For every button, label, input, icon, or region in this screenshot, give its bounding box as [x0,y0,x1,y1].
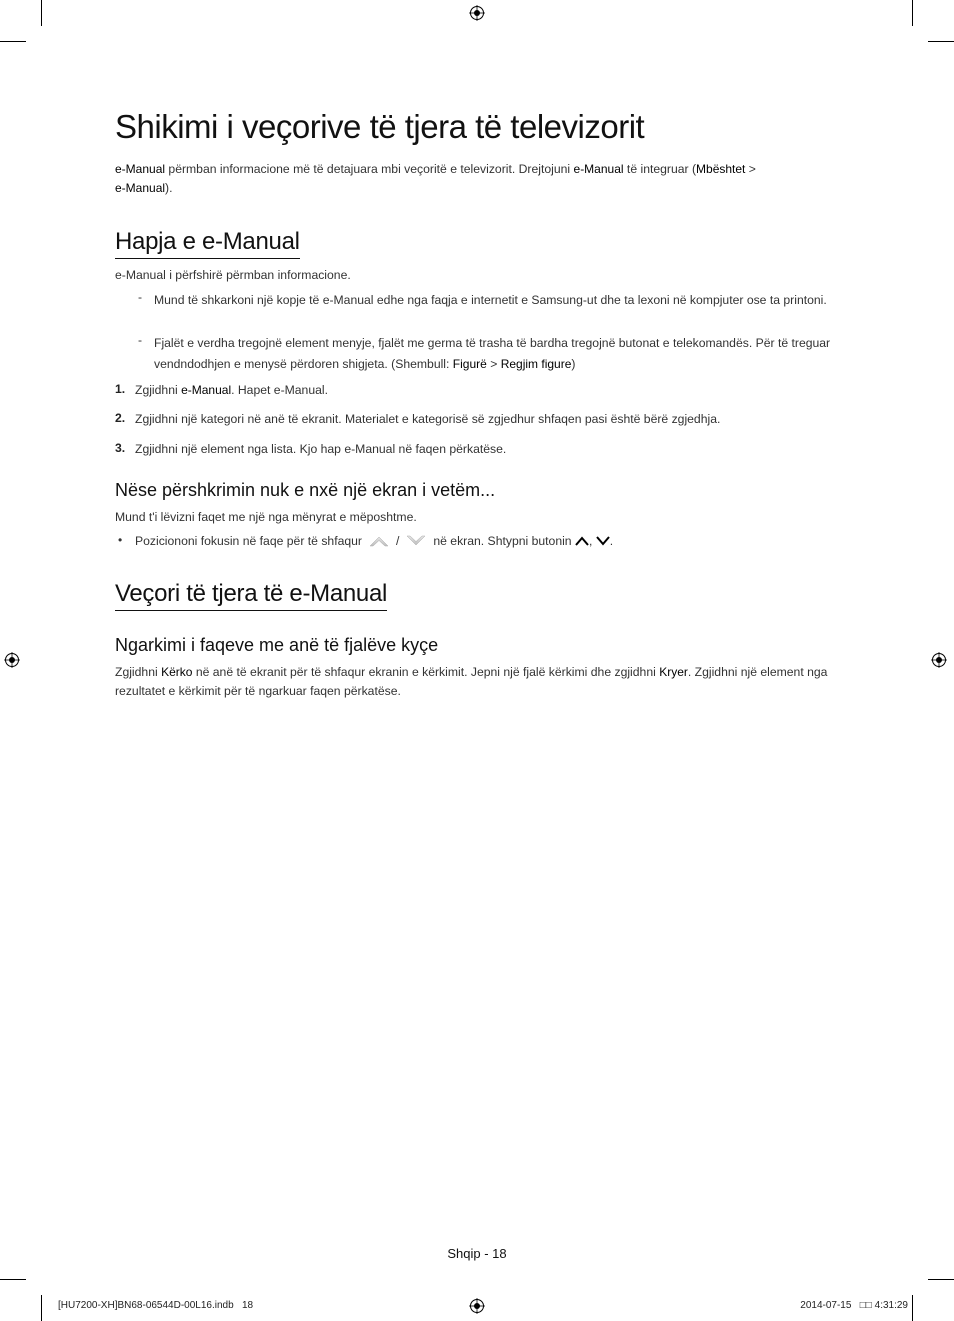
step-1-text: Zgjidhni e-Manual. Hapet e-Manual. [135,383,328,397]
footer-file-info: [HU7200-XH]BN68-06544D-00L16.indb 18 [58,1300,254,1311]
menu-path-picture-mode: Regjim figure [500,356,572,371]
registration-mark-icon [4,652,20,668]
scroll-up-button-icon [368,533,390,549]
registration-mark-icon [469,5,485,21]
crop-mark-top-right-v [912,0,913,26]
note-dash: - [138,333,143,347]
section-heading-open-e-manual: Hapja e e-Manual [115,228,300,259]
term-e-manual: e-Manual [181,383,232,397]
step-2-text: Zgjidhni një kategori në anë të ekranit. Materialet e kategorisë së zgjedhur shfaqen pasi është bërë zgjedhja. [135,412,721,426]
note-colors: Fjalët e verdha tregojnë element menyje, fjalët me germa të trasha të bardha tregojnë butonat e telekomandës. Për të treguar vendndodhjen e menysë përdoren shigjeta. (Shembull: Figurë > Regjim figure) [154,336,831,371]
intro-paragraph: e-Manual përmban informacione më të detajuara mbi veçoritë e televizorit. Drejtojuni e-Manual të integruar (Mbështet > e-Manual). [115,162,756,195]
registration-mark-icon [931,652,947,668]
subsection-heading-keyword-search: Ngarkimi i faqeve me anë të fjalëve kyçe [115,635,439,655]
page-number: Shqip - 18 [447,1246,507,1261]
footer-timestamp: 2014-07-15 □□ 4:31:29 [800,1300,908,1311]
menu-item-search: Kërko [161,665,193,679]
menu-path-e-manual: e-Manual [115,181,166,195]
scroll-instruction: Poziciononi fokusin në faqe për të shfaqur / në ekran. Shtypni butonin , . [135,534,614,548]
section1-intro: e-Manual i përfshirë përmban informacione. [115,268,351,282]
crop-mark-top-left-v [41,0,42,26]
menu-path-support: Mbështet [696,162,746,176]
crop-mark-bottom-left-h [0,1279,26,1280]
section-heading-other-features: Veçori të tjera të e-Manual [115,580,387,611]
subsection1-intro: Mund t'i lëvizni faqet me një nga mënyrat e mëposhtme. [115,510,417,524]
step-3-text: Zgjidhni një element nga lista. Kjo hap e-Manual në faqen përkatëse. [135,442,507,456]
step-number: 3. [115,441,126,455]
crop-mark-bottom-right-v [912,1295,913,1321]
term-e-manual: e-Manual [573,162,624,176]
step-number: 2. [115,411,126,425]
keyword-search-paragraph: Zgjidhni Kërko në anë të ekranit për të shfaqur ekranin e kërkimit. Jepni një fjalë kërkimi dhe zgjidhni Kryer. Zgjidhni një element nga rezultatet e kërkimit për të ngarkuar faqen përkatëse. [115,665,828,698]
term-e-manual: e-Manual [115,162,166,176]
chevron-up-icon [575,534,589,546]
menu-item-done: Kryer [659,665,688,679]
note-dash: - [138,290,143,304]
note-download: Mund të shkarkoni një kopje të e-Manual edhe nga faqja e internetit e Samsung-ut dhe ta lexoni në kompjuter ose ta printoni. [154,293,827,307]
chevron-down-icon [596,534,610,546]
bullet-dot: • [118,533,123,547]
subsection-heading-scroll: Nëse përshkrimin nuk e nxë një ekran i vetëm... [115,480,496,500]
crop-mark-top-left-h [0,41,26,42]
scroll-down-button-icon [405,533,427,549]
page-title: Shikimi i veçorive të tjera të televizorit [115,108,645,145]
step-number: 1. [115,382,126,396]
menu-path-picture: Figurë [452,356,487,371]
crop-mark-top-right-h [928,41,954,42]
crop-mark-bottom-right-h [928,1279,954,1280]
registration-mark-icon [469,1298,485,1314]
crop-mark-bottom-left-v [41,1295,42,1321]
